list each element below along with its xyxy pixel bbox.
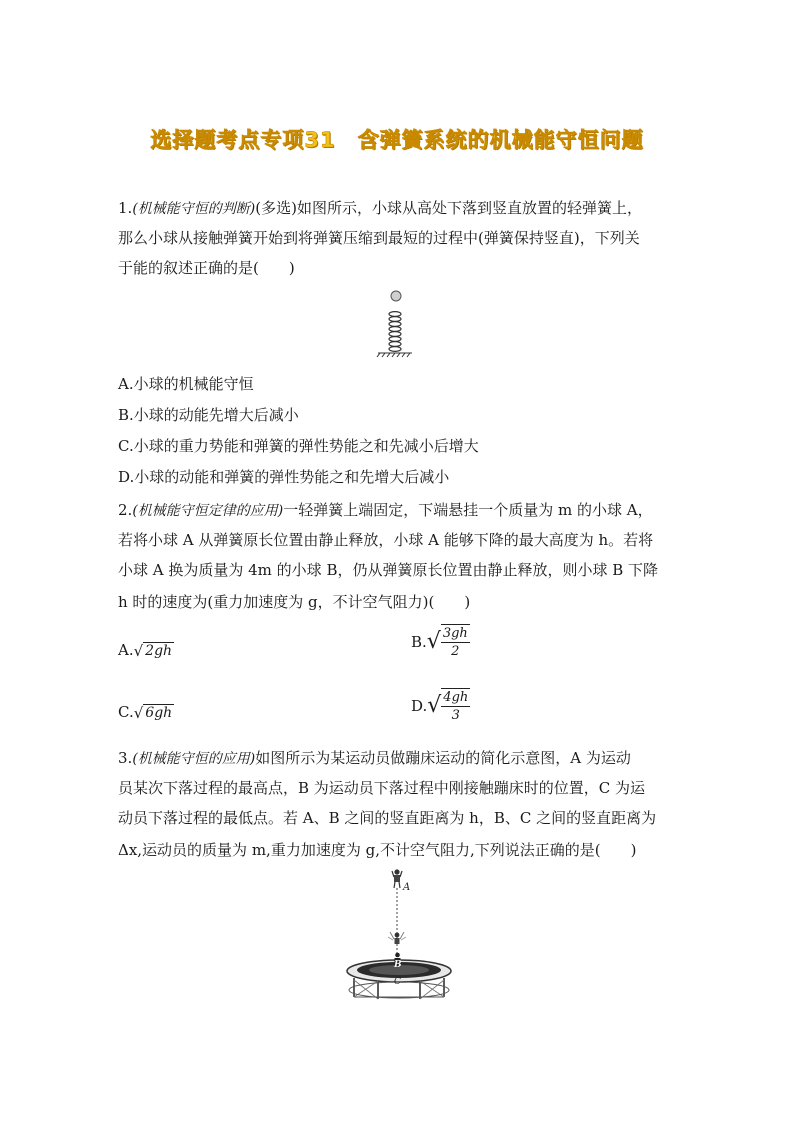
- q1-text: 如图所示，小球从高处下落到竖直放置的轻弹簧上，: [296, 199, 642, 217]
- title-part1: 选择题考点专项31: [150, 128, 336, 152]
- label-b: B: [394, 960, 402, 970]
- q2-option-b-fraction: [441, 624, 470, 660]
- q2-option-d-label: D.: [411, 697, 428, 715]
- q2-text: 一轻弹簧上端固定，下端悬挂一个质量为 m 的小球 A，: [283, 501, 653, 519]
- q3-line3: 动员下落过程的最低点。若 A、B 之间的竖直距离为 h，B、C 之间的竖直距离为: [118, 809, 657, 827]
- spring-icon: [389, 312, 401, 352]
- q3-line2: 员某次下落过程的最高点，B 为运动员下落过程中刚接触蹦床时的位置，C 为运: [118, 779, 646, 797]
- q2-option-c-label: C.: [118, 703, 134, 721]
- q2-option-d-fraction: [441, 688, 470, 724]
- q3-text: 如图所示为某运动员做蹦床运动的简化示意图，A 为运动: [255, 749, 631, 767]
- q2-option-c-radicand: 6gh: [145, 705, 173, 721]
- label-c: C: [394, 977, 401, 987]
- q2-line2: 若将小球 A 从弹簧原长位置由静止释放，小球 A 能够下降的最大高度为 h。若将: [118, 531, 654, 549]
- athlete-mid-icon: [388, 932, 406, 944]
- q2-option-b-numerator: 3gh: [442, 626, 468, 641]
- q2-option-b[interactable]: [411, 624, 470, 660]
- ball-icon: [391, 291, 401, 301]
- q1-line2: 那么小球从接触弹簧开始到将弹簧压缩到最短的过程中(弹簧保持竖直)，下列关: [118, 229, 640, 247]
- q2-line3: 小球 A 换为质量为 4m 的小球 B，仍从弹簧原长位置由静止释放，则小球 B 下降: [118, 561, 659, 579]
- q2-option-a[interactable]: [118, 640, 174, 661]
- trampoline-figure: [340, 866, 460, 1006]
- q1-line3: 于能的叙述正确的是( ): [118, 259, 295, 277]
- title-part2: 含弹簧系统的机械能守恒问题: [357, 128, 644, 152]
- q2-line4: h 时的速度为(重力加速度为 g，不计空气阻力)( ): [118, 593, 471, 611]
- sqrt-symbol: √: [427, 693, 442, 718]
- ground-icon: [377, 353, 412, 357]
- athlete-top-icon: [392, 869, 402, 888]
- sqrt-symbol: √: [426, 629, 441, 654]
- q3-tag: (机械能守恒的应用): [132, 751, 256, 767]
- q2-option-b-denominator: 2: [451, 644, 460, 659]
- q2-option-d-denominator: 3: [451, 708, 460, 723]
- q1-tag: (机械能守恒的判断): [132, 201, 256, 217]
- q1-option-d[interactable]: D.小球的动能和弹簧的弹性势能之和先增大后减小: [118, 468, 450, 486]
- label-a: A: [403, 882, 411, 893]
- q2-tag: (机械能守恒定律的应用): [132, 503, 284, 519]
- q2-line1: [118, 500, 653, 521]
- ball-spring-figure: [370, 286, 420, 360]
- q1-multi-tag: (多选): [255, 199, 297, 217]
- q2-option-d-numerator: 4gh: [443, 690, 469, 705]
- sqrt-symbol: √: [133, 642, 144, 660]
- q2-number: 2.: [118, 501, 133, 519]
- q1-line1: [118, 198, 642, 219]
- q1-option-b[interactable]: B.小球的动能先增大后减小: [118, 406, 299, 424]
- sqrt-symbol: √: [133, 704, 144, 722]
- q2-option-b-label: B.: [411, 633, 427, 651]
- q2-option-a-label: A.: [118, 641, 134, 659]
- q1-option-a[interactable]: A.小球的机械能守恒: [118, 375, 254, 393]
- q1-number: 1.: [118, 199, 133, 217]
- q2-option-d[interactable]: [411, 688, 470, 724]
- q3-number: 3.: [118, 749, 133, 767]
- q2-option-a-radicand: 2gh: [145, 643, 173, 659]
- q3-line4: Δx,运动员的质量为 m,重力加速度为 g,不计空气阻力,下列说法正确的是( ): [118, 841, 637, 859]
- q3-line1: [118, 748, 631, 769]
- q1-option-c[interactable]: C.小球的重力势能和弹簧的弹性势能之和先减小后增大: [118, 437, 479, 455]
- page-title: [0, 124, 794, 154]
- q2-option-c[interactable]: [118, 702, 174, 723]
